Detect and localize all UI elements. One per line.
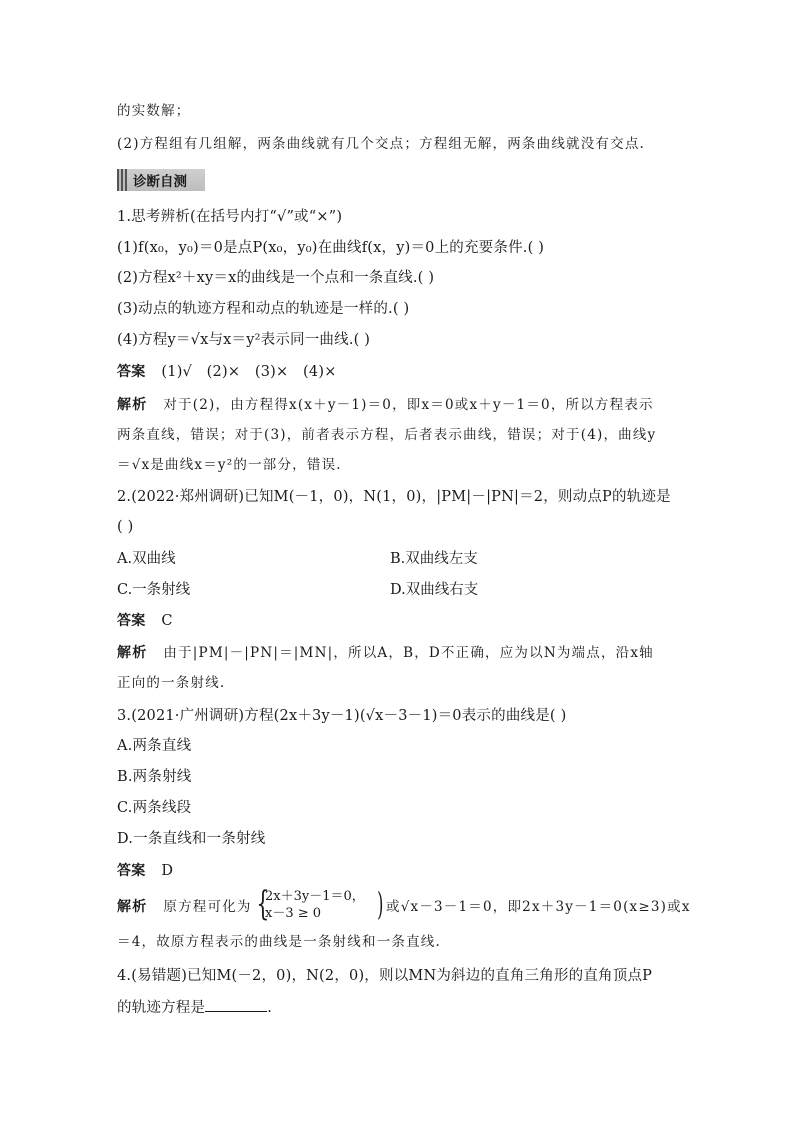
explain-text: 由于|PM|－|PN|＝|MN|，所以A，B，D不正确，应为以N为端点，沿x轴: [163, 645, 654, 661]
text-line: 正向的一条射线.: [117, 675, 226, 691]
answer-1: [117, 362, 337, 382]
section-title: 诊断自测: [133, 174, 187, 190]
explanation-1: [117, 395, 654, 415]
system-eq-1: 2x＋3y－1＝0，: [265, 889, 365, 904]
option-d: D.双曲线右支: [390, 582, 479, 598]
question-1-item-4: (4)方程y＝√x与x＝y²表示同一曲线.( ): [117, 332, 371, 348]
question-1-item-2: (2)方程x²＋xy＝x的曲线是一个点和一条直线.( ): [117, 270, 435, 286]
answer-label: 答案: [117, 364, 146, 380]
text-line: 两条直线，错误；对于(3)，前者表示方程，后者表示曲线，错误；对于(4)，曲线y: [117, 427, 657, 443]
option-b: B.双曲线左支: [390, 551, 478, 567]
option-c: C.一条射线: [117, 582, 191, 598]
question-3: 3.(2021·广州调研)方程(2x＋3y－1)(√x－3－1)＝0表示的曲线是( ): [117, 708, 567, 724]
question-4-line-2: [117, 997, 272, 1018]
question-text: 的轨迹方程是: [117, 1000, 206, 1016]
explain-text: 或√x－3－1＝0，即2x＋3y－1＝0(x≥3)或x: [386, 899, 691, 915]
explain-text: 对于(2)，由方程得x(x＋y－1)＝0，即x＝0或x＋y－1＝0，所以方程表示: [163, 397, 654, 413]
explain-label: 解析: [117, 899, 148, 915]
left-brace-icon: {: [256, 884, 270, 924]
option-a: A.双曲线: [117, 551, 176, 567]
right-bracket-icon: ): [377, 885, 384, 923]
explanation-3: [117, 897, 252, 917]
question-1-item-3: (3)动点的轨迹方程和动点的轨迹是一样的.( ): [117, 301, 410, 317]
question-2-bracket: ( ): [117, 519, 134, 535]
option-b: B.两条射线: [117, 769, 192, 785]
explain-label: 解析: [117, 645, 148, 661]
text-line: 的实数解；: [117, 103, 191, 119]
section-banner: [117, 169, 205, 191]
text-line: (2)方程组有几组解，两条曲线就有几个交点；方程组无解，两条曲线就没有交点.: [117, 136, 646, 152]
explanation-2: [117, 643, 654, 663]
question-2: 2.(2022·郑州调研)已知M(－1，0)，N(1，0)，|PM|－|PN|＝2，则动点P的轨迹是: [117, 489, 671, 505]
answer-text: (1)√ (2)× (3)× (4)×: [161, 364, 337, 380]
question-4: 4.(易错题)已知M(－2，0)，N(2，0)，则以MN为斜边的直角三角形的直角顶点P: [117, 968, 653, 984]
answer-text: D: [161, 863, 174, 879]
text-line: ＝√x是曲线x＝y²的一部分，错误.: [117, 457, 342, 473]
answer-label: 答案: [117, 863, 146, 879]
option-d: D.一条直线和一条射线: [117, 831, 266, 847]
question-1: 1.思考辨析(在括号内打“√”或“×”): [117, 209, 343, 225]
answer-text: C: [161, 613, 173, 629]
period: .: [267, 1000, 273, 1016]
system-eq-2: x－3 ≥ 0: [265, 906, 322, 921]
answer-blank[interactable]: [205, 997, 267, 1012]
option-a: A.两条直线: [117, 738, 192, 754]
option-c: C.两条线段: [117, 800, 192, 816]
explain-label: 解析: [117, 397, 148, 413]
question-1-item-1: (1)f(x₀，y₀)＝0是点P(x₀，y₀)在曲线f(x，y)＝0上的充要条件.( ): [117, 240, 545, 256]
text-line: ＝4，故原方程表示的曲线是一条射线和一条直线.: [117, 934, 441, 950]
banner-stripe-icon: [117, 169, 127, 191]
answer-3: [117, 861, 173, 881]
answer-2: [117, 611, 173, 631]
explain-text: 原方程可化为: [163, 899, 252, 915]
answer-label: 答案: [117, 613, 146, 629]
